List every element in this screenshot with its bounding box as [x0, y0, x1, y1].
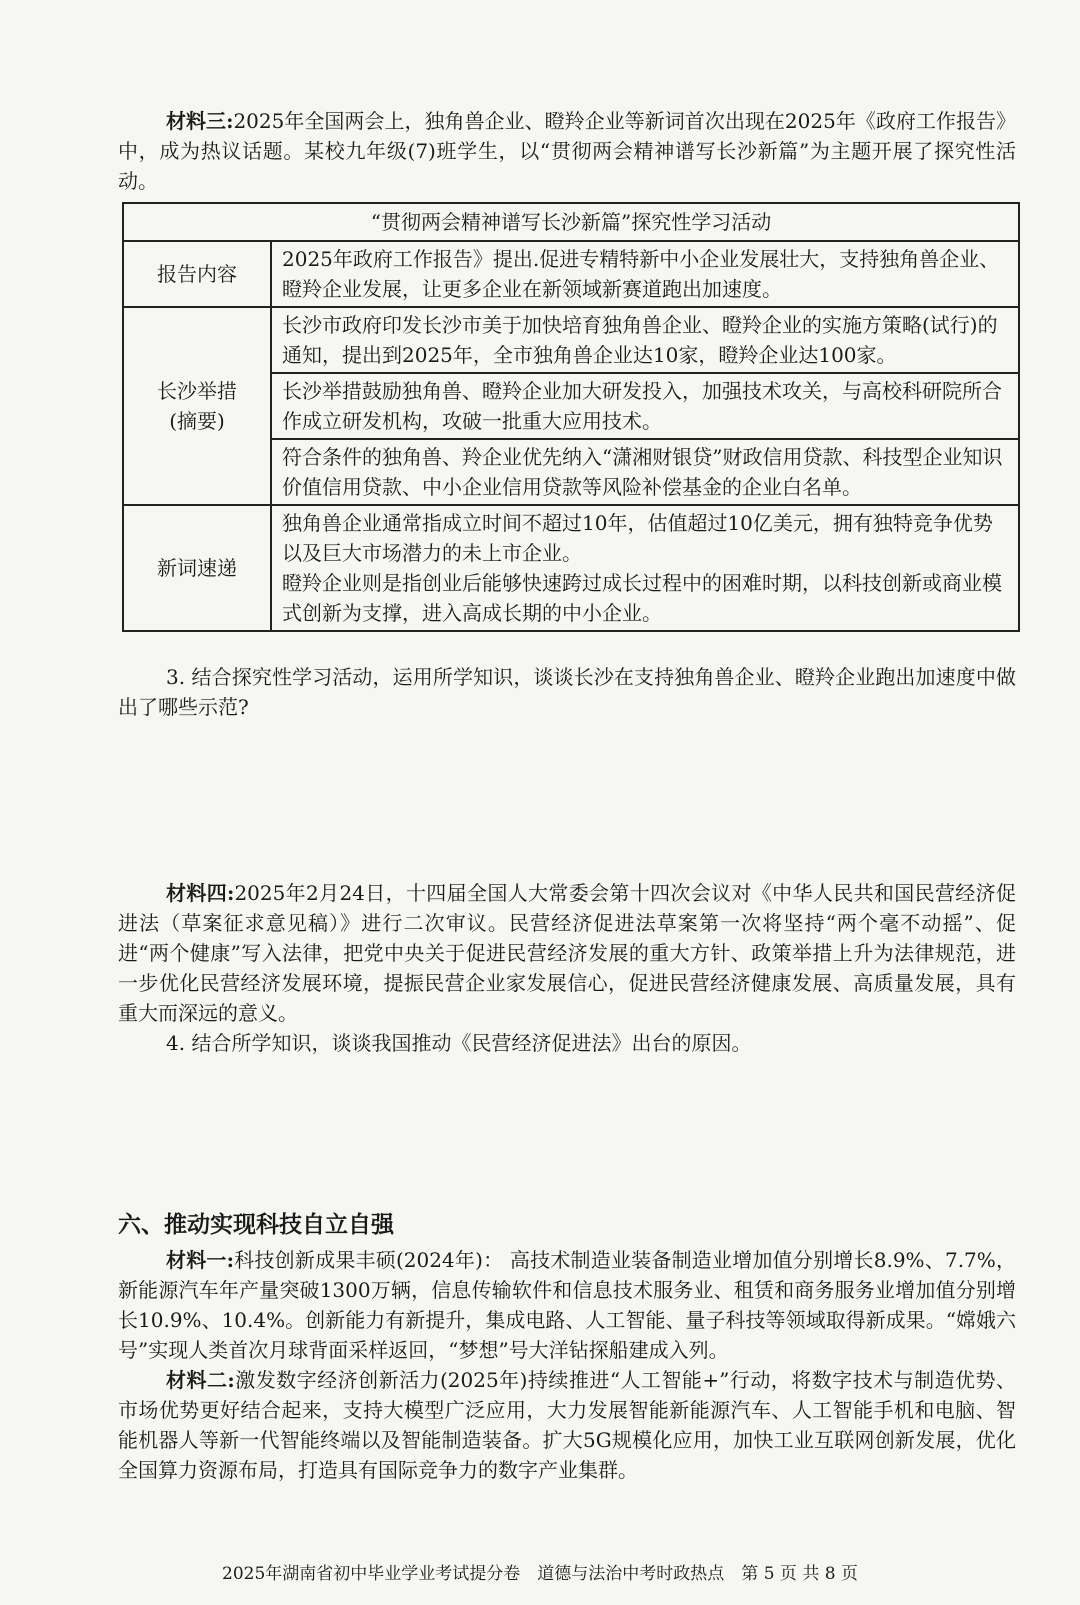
- material-3-paragraph: [118, 106, 1016, 196]
- section-6-material-2: [118, 1365, 1016, 1485]
- measures-label: 长沙举措: [157, 379, 237, 403]
- measure-3-text: 符合条件的独角兽、羚企业优先纳入“潇湘财银贷”财政信用贷款、科技型企业知识价值信用贷款、中小企业信用贷款等风险补偿基金的企业白名单。: [271, 439, 1019, 505]
- section-6-materials: [118, 1245, 1016, 1485]
- term-unicorn: 独角兽企业通常指成立时间不超过10年，估值超过10亿美元，拥有独特竞争优势以及巨大市场潜力的未上市企业。: [282, 511, 993, 565]
- section-6-material-2-label: 材料二:: [166, 1368, 235, 1392]
- section-6-material-1-label: 材料一:: [166, 1248, 235, 1272]
- page-footer: 2025年湖南省初中毕业学业考试提分卷 道德与法治中考时政热点 第 5 页 共 8 页: [222, 1564, 858, 1584]
- measures-label-cell: [123, 307, 271, 505]
- section-6-material-2-text: 激发数字经济创新活力(2025年)持续推进“人工智能+”行动，将数字技术与制造优势、市场优势更好结合起来，支持大模型广泛应用，大力发展智能新能源汽车、人工智能手机和电脑、智能机器人等新一代智能终端以及智能制造装备。扩大5G规模化应用，加快工业互联网创新发展，优化全国算力资源布局，打造具有国际竞争力的数字产业集群。: [118, 1368, 1016, 1482]
- section-6-material-1-text: 科技创新成果丰硕(2024年)： 高技术制造业装备制造业增加值分别增长8.9%、7.7%，新能源汽车年产量突破1300万辆，信息传输软件和信息技术服务业、租赁和商务服务业增加值分别增长10.9%、10.4%。创新能力有新提升，集成电路、人工智能、量子科技等领域取得新成果。“嫦娥六号”实现人类首次月球背面采样返回，“梦想”号大洋钻探船建成入列。: [118, 1248, 1016, 1362]
- material-4-paragraph: [118, 878, 1016, 1028]
- measures-sub-label: (摘要): [169, 409, 225, 433]
- measure-2-text: 长沙举措鼓励独角兽、瞪羚企业加大研发投入，加强技术攻关，与高校科研院所合作成立研发机构，攻破一批重大应用技术。: [271, 373, 1019, 439]
- material-3-text: 2025年全国两会上，独角兽企业、瞪羚企业等新词首次出现在2025年《政府工作报告》中，成为热议话题。某校九年级(7)班学生，以“贯彻两会精神谱写长沙新篇”为主题开展了探究性活动。: [118, 109, 1016, 193]
- question-4-text: 4. 结合所学知识，谈谈我国推动《民营经济促进法》出台的原因。: [166, 1031, 752, 1055]
- terms-cell: [271, 505, 1019, 631]
- report-text: 2025年政府工作报告》提出.促进专精特新中小企业发展壮大，支持独角兽企业、瞪羚企业发展，让更多企业在新领域新赛道跑出加速度。: [271, 241, 1019, 307]
- question-3: [118, 662, 1016, 722]
- table-row-measure-1: [123, 307, 1019, 373]
- material-4-text: 2025年2月24日，十四届全国人大常委会第十四次会议对《中华人民共和国民营经济促进法（草案征求意见稿）》进行二次审议。民营经济促进法草案第一次将坚持“两个毫不动摇”、促进“两个健康”写入法律，把党中央关于促进民营经济发展的重大方针、政策举措上升为法律规范，进一步优化民营经济发展环境，提振民营企业家发展信心，促进民营经济健康发展、高质量发展，具有重大而深远的意义。: [118, 881, 1016, 1025]
- term-gazelle: 瞪羚企业则是指创业后能够快速跨过成长过程中的困难时期，以科技创新或商业模式创新为支撑，进入高成长期的中小企业。: [282, 571, 1002, 625]
- table-row-report: [123, 241, 1019, 307]
- activity-table: [122, 202, 1020, 632]
- material-4: [118, 878, 1016, 1058]
- measure-1-text: 长沙市政府印发长沙市美于加快培育独角兽企业、瞪羚企业的实施方策略(试行)的通知，提出到2025年，全市独角兽企业达10家，瞪羚企业达100家。: [271, 307, 1019, 373]
- section-6-material-1: [118, 1245, 1016, 1365]
- material-3-label: 材料三:: [166, 109, 234, 133]
- section-6-title: 六、推动实现科技自立自强: [118, 1211, 394, 1238]
- table-title-row: [123, 203, 1019, 241]
- question-3-text: 3. 结合探究性学习活动，运用所学知识，谈谈长沙在支持独角兽企业、瞪羚企业跑出加速度中做出了哪些示范?: [118, 665, 1016, 719]
- table-title: “贯彻两会精神谱写长沙新篇”探究性学习活动: [123, 203, 1019, 241]
- table-row-terms: [123, 505, 1019, 631]
- material-4-label: 材料四:: [166, 881, 235, 905]
- terms-label: 新词速递: [123, 505, 271, 631]
- report-label: 报告内容: [123, 241, 271, 307]
- material-3: [118, 106, 1016, 196]
